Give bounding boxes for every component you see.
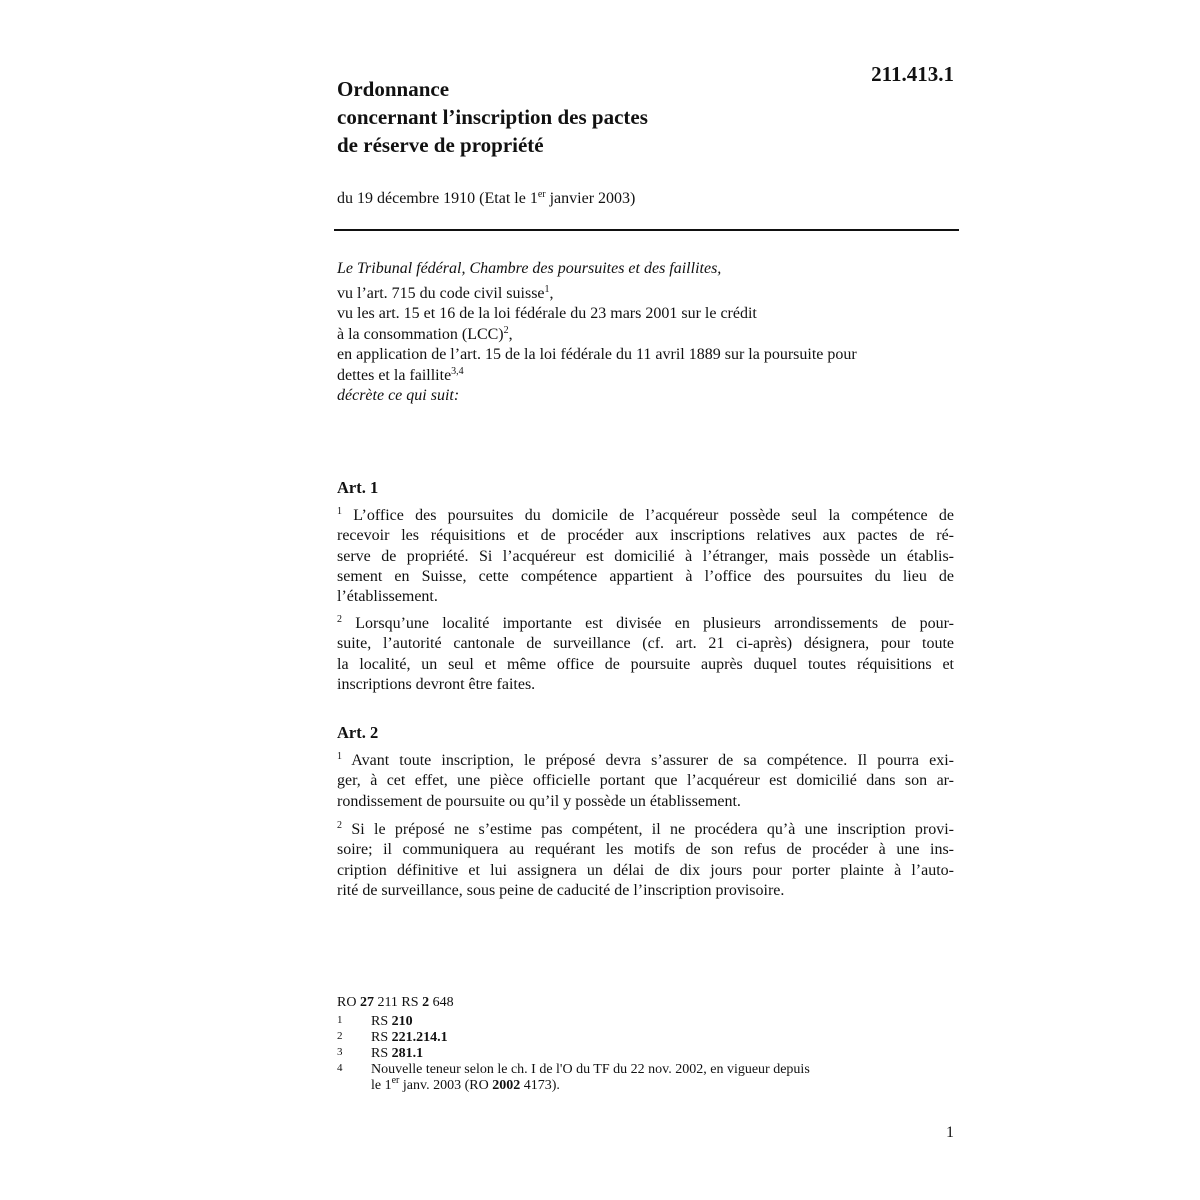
preamble-punct: , xyxy=(549,284,554,302)
paragraph-line: inscriptions devront être faites. xyxy=(337,675,536,693)
footnote-ref[interactable]: 1 xyxy=(544,283,550,295)
title-divider xyxy=(334,229,959,231)
preamble-line xyxy=(337,366,957,387)
sr-number: 211.413.1 xyxy=(871,62,954,86)
footnote-number: 3 xyxy=(337,1046,343,1058)
footnote-ref[interactable]: 2 xyxy=(503,324,509,336)
preamble-line: vu les art. 15 et 16 de la loi fédérale du 23 mars 2001 sur le crédit xyxy=(337,305,757,322)
footnote-text xyxy=(371,1014,413,1030)
footnote-text-part: le 1 xyxy=(371,1078,392,1093)
title-line: concernant l’inscription des pactes xyxy=(337,105,648,129)
footnote-line: Nouvelle teneur selon le ch. I de l'O du TF du 22 nov. 2002, en vigueur depuis xyxy=(371,1062,810,1077)
date-line xyxy=(337,188,635,210)
page-number: 1 xyxy=(946,1124,954,1141)
paragraph-text: Lorsqu’une localité importante est divisée en plusieurs arrondissements de pour- xyxy=(342,615,954,632)
title-line: de réserve de propriété xyxy=(337,133,544,157)
page-title xyxy=(337,75,797,159)
title-line: Ordonnance xyxy=(337,77,450,101)
footnote-ro-year: 2002 xyxy=(492,1078,521,1093)
footnote-prefix: RS xyxy=(371,1014,392,1029)
footnote-number: 1 xyxy=(337,1014,343,1026)
footnote-line xyxy=(371,1075,810,1094)
footnote-item xyxy=(337,1046,897,1062)
paragraph-text: L’office des poursuites du domicile de l’acquéreur possède seul la compétence de xyxy=(342,507,954,524)
paragraph-text: Si le préposé ne s’estime pas compétent, il ne procédera qu’à une inscription provi- xyxy=(342,821,954,838)
article-paragraph xyxy=(337,820,954,901)
preamble-line xyxy=(337,284,957,305)
preamble-punct: , xyxy=(508,325,513,343)
footnote-ref-number[interactable]: 281.1 xyxy=(391,1046,424,1061)
footnote-text xyxy=(371,1030,448,1046)
preamble-authority: Le Tribunal fédéral, Chambre des poursuites et des faillites, xyxy=(337,260,722,277)
footnote-ref-number[interactable]: 221.214.1 xyxy=(391,1030,448,1045)
footnote-ref-number[interactable]: 210 xyxy=(391,1014,413,1029)
paragraph-line: serve de propriété. Si l’acquéreur est domicilié à l’étranger, mais possède un établis- xyxy=(337,547,954,565)
footnote-text-part: janv. 2003 (RO xyxy=(399,1078,493,1093)
footnote-item xyxy=(337,1062,897,1094)
footnote-number: 4 xyxy=(337,1062,343,1074)
footnote-item xyxy=(337,1014,897,1030)
footnotes xyxy=(337,994,897,1094)
footnote-ref[interactable]: 3,4 xyxy=(451,365,464,377)
article-paragraph xyxy=(337,751,954,812)
footnote-item xyxy=(337,1030,897,1046)
ro-text: RO xyxy=(337,995,360,1010)
date-sup: er xyxy=(537,189,546,200)
preamble-text: à la consommation (LCC) xyxy=(337,325,504,343)
paragraph-line: suite, l’autorité cantonale de surveillance (cf. art. 21 ci-après) désignera, pour toute xyxy=(337,635,954,653)
paragraph-line: cription définitive et lui assignera un délai de dix jours pour porter plainte à l’auto- xyxy=(337,861,954,879)
paragraph-line: l’établissement. xyxy=(337,588,438,606)
article-heading: Art. 1 xyxy=(337,478,379,497)
paragraph-line: ger, à cet effet, une pièce officielle portant que l’acquéreur est domicilié dans son ar- xyxy=(337,772,954,790)
paragraph-text: Avant toute inscription, le préposé devra s’assurer de sa compétence. Il pourra exi- xyxy=(342,752,954,769)
footnote-sup: er xyxy=(391,1075,400,1086)
footnote-number: 2 xyxy=(337,1030,343,1042)
paragraph-line xyxy=(337,820,954,840)
paragraph-number: 1 xyxy=(337,506,342,517)
paragraph-line: rondissement de poursuite ou qu’il y possède un établissement. xyxy=(337,792,741,810)
preamble-line xyxy=(337,325,957,346)
preamble xyxy=(337,259,957,407)
footnote-text xyxy=(371,1062,810,1094)
footnote-prefix: RS xyxy=(371,1030,392,1045)
paragraph-line: rité de surveillance, sous peine de caducité de l’inscription provisoire. xyxy=(337,881,785,899)
paragraph-number: 2 xyxy=(337,820,342,831)
article-paragraph xyxy=(337,614,954,695)
preamble-text: dettes et la faillite xyxy=(337,366,452,384)
paragraph-line: sement en Suisse, cette compétence appartient à l’office des poursuites du lieu de xyxy=(337,567,954,585)
date-prefix: du 19 décembre 1910 (Etat le 1 xyxy=(337,190,538,207)
footnote-text-part: 4173). xyxy=(520,1078,560,1093)
paragraph-line xyxy=(337,506,954,526)
paragraph-line xyxy=(337,751,954,771)
article-heading: Art. 2 xyxy=(337,723,379,742)
article-paragraph xyxy=(337,506,954,607)
paragraph-line: soire; il communiquera au requérant les motifs de son refus de procéder à une ins- xyxy=(337,841,954,859)
paragraph-line xyxy=(337,614,954,634)
date-suffix: janvier 2003) xyxy=(545,190,636,207)
paragraph-number: 1 xyxy=(337,751,342,762)
paragraph-number: 2 xyxy=(337,614,342,625)
ro-text: 211 RS xyxy=(373,995,423,1010)
preamble-decree: décrète ce qui suit: xyxy=(337,387,460,404)
rs-volume: 2 xyxy=(422,995,430,1010)
paragraph-line: recevoir les réquisitions et de procéder aux inscriptions relatives aux pactes de ré- xyxy=(337,527,954,545)
preamble-line: en application de l’art. 15 de la loi fédérale du 11 avril 1889 sur la poursuite pour xyxy=(337,346,857,363)
footnote-ro xyxy=(337,994,897,1012)
paragraph-line: la localité, un seul et même office de poursuite auprès duquel toutes réquisitions et xyxy=(337,655,954,673)
preamble-text: vu l’art. 715 du code civil suisse xyxy=(337,284,545,302)
footnote-text xyxy=(371,1046,423,1062)
ro-text: 648 xyxy=(429,995,454,1010)
ro-volume: 27 xyxy=(359,995,374,1010)
footnote-prefix: RS xyxy=(371,1046,392,1061)
